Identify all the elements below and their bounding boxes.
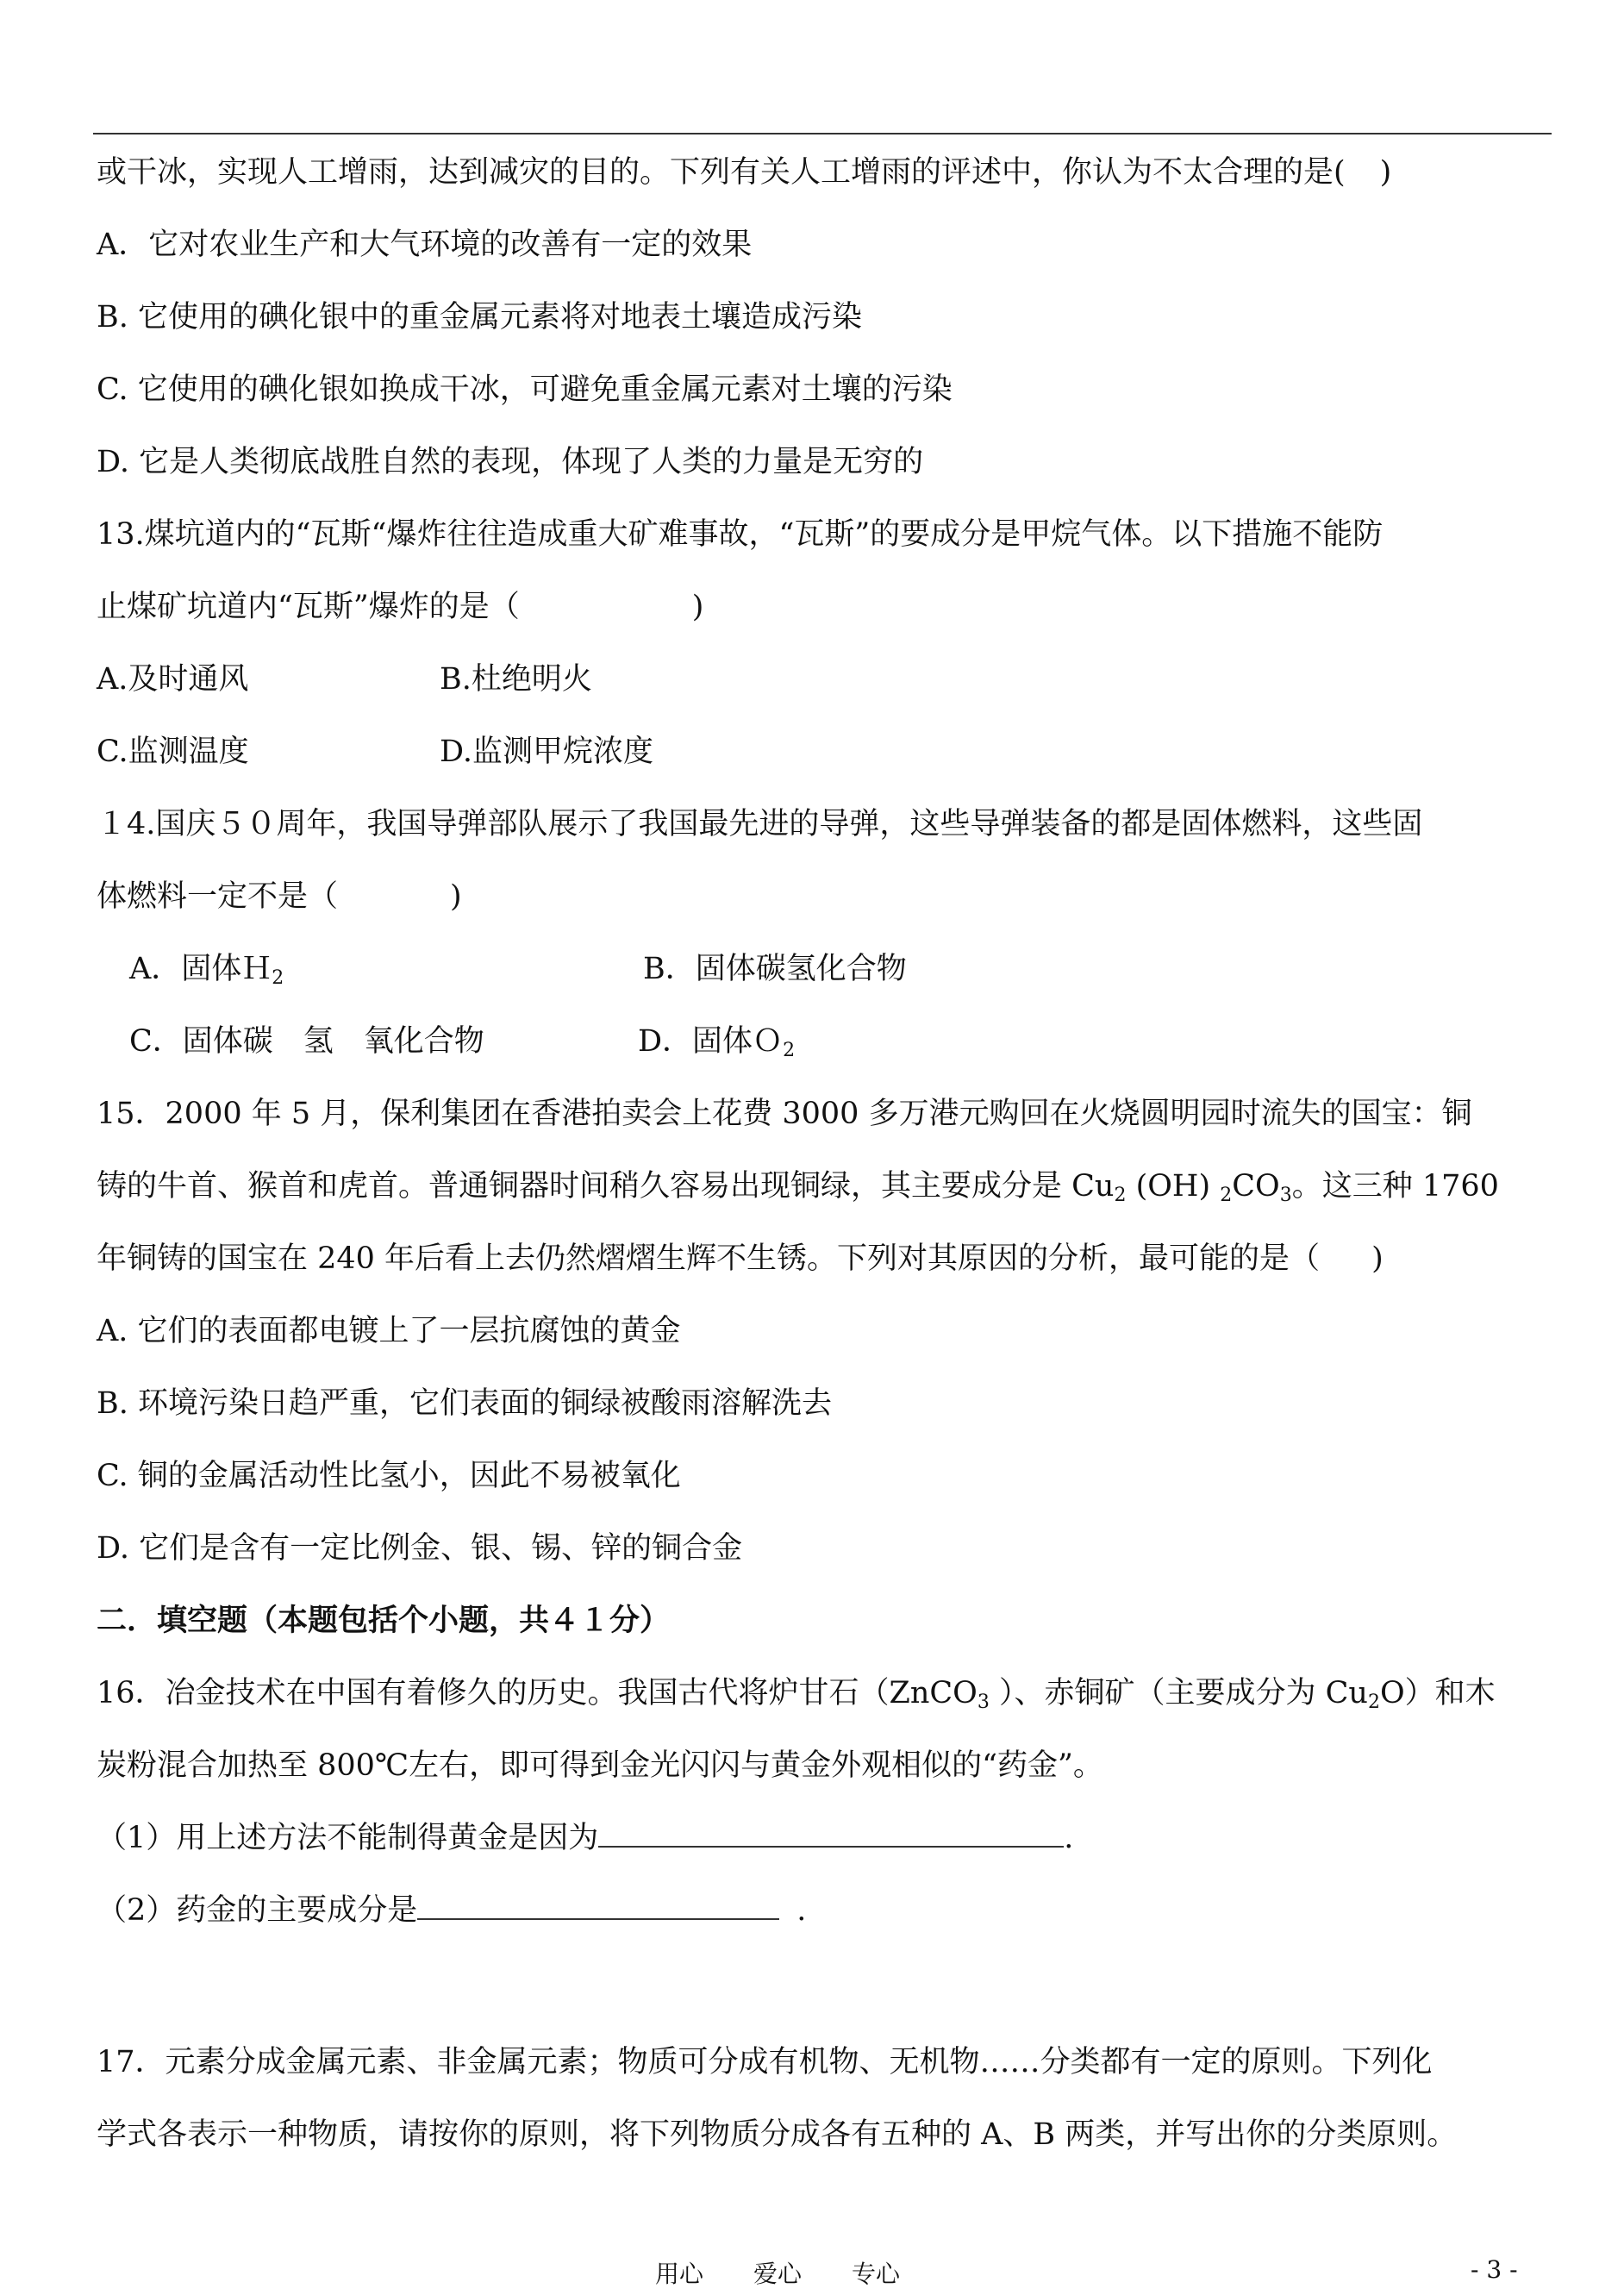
q14-option-d: D．固体Ｏ$_2$ xyxy=(638,1024,796,1061)
footer-item: 爱心 xyxy=(753,2260,803,2288)
q16-stem-line1: 16．冶金技术在中国有着修久的历史。我国古代将炉甘石（ZnCO$_3$ ）、赤铜矿（主要成分为 $Cu_2O$）和木 xyxy=(97,1676,1496,1713)
q12-option-a: A．它对农业生产和大气环境的改善有一定的效果 xyxy=(97,228,753,262)
q15-option-d: D. 它们是含有一定比例金、银、锡、锌的铜合金 xyxy=(97,1531,743,1566)
footer-item: 专心 xyxy=(852,2260,901,2288)
q14-option-c: C．固体碳 氢 氧化合物 xyxy=(129,1024,484,1059)
q12-stem: 或干冰，实现人工增雨，达到减灾的目的。下列有关人工增雨的评述中，你认为不太合理的是( ) xyxy=(97,155,1392,190)
page-number: - 3 - xyxy=(1471,2255,1518,2284)
q14-stem-line2: 体燃料一定不是（ ) xyxy=(97,879,462,914)
q12-option-c: C. 它使用的碘化银如换成干冰，可避免重金属元素对土壤的污染 xyxy=(97,372,953,407)
q14-option-b: B．固体碳氢化合物 xyxy=(643,952,907,986)
q15-stem-line2: 铸的牛首、猴首和虎首。普通铜器时间稍久容易出现铜绿，其主要成分是 $Cu_2$ (OH) $_2CO_3$。这三种 1760 xyxy=(97,1169,1499,1206)
q16-stem-line2: 炭粉混合加热至 800℃左右，即可得到金光闪闪与黄金外观相似的“药金”。 xyxy=(97,1748,1103,1783)
q17-stem-line2: 学式各表示一种物质，请按你的原则，将下列物质分成各有五种的 A、B 两类，并写出你的分类原则。 xyxy=(97,2117,1458,2152)
q13-stem-line1: 13.煤坑道内的“瓦斯“爆炸往往造成重大矿难事故，“瓦斯”的要成分是甲烷气体。以下措施不能防 xyxy=(97,517,1384,552)
header-rule xyxy=(93,133,1552,134)
q15-option-a: A. 它们的表面都电镀上了一层抗腐蚀的黄金 xyxy=(97,1314,681,1348)
q13-option-a: A.及时通风 xyxy=(97,662,249,697)
q13-option-d: D.监测甲烷浓度 xyxy=(440,735,653,769)
q15-stem-line1: 15．2000 年 5 月，保利集团在香港拍卖会上花费 3000 多万港元购回在火烧圆明园时流失的国宝：铜 xyxy=(97,1097,1472,1131)
q14-stem-line1: １4.国庆５０周年，我国导弹部队展示了我国最先进的导弹，这些导弹装备的都是固体燃料，这些固 xyxy=(97,807,1423,841)
footer-item: 用心 xyxy=(655,2260,704,2288)
answer-blank-2[interactable] xyxy=(417,1894,779,1920)
q12-option-d: D. 它是人类彻底战胜自然的表现，体现了人类的力量是无穷的 xyxy=(97,445,924,479)
q16-part2: （2）药金的主要成分是 . xyxy=(97,1893,807,1928)
q17-stem-line1: 17．元素分成金属元素、非金属元素；物质可分成有机物、无机物……分类都有一定的原则。下列化 xyxy=(97,2045,1433,2079)
section-heading: 二．填空题（本题包括个小题，共４１分） xyxy=(97,1603,671,1638)
q16-part1: （1）用上述方法不能制得黄金是因为 . xyxy=(97,1821,1074,1855)
q15-option-b: B. 环境污染日趋严重，它们表面的铜绿被酸雨溶解洗去 xyxy=(97,1386,832,1421)
q14-option-a: A．固体Ｈ$_2$ xyxy=(129,952,284,989)
q13-option-b: B.杜绝明火 xyxy=(440,662,592,697)
q13-option-c: C.监测温度 xyxy=(97,735,249,769)
answer-blank-1[interactable] xyxy=(598,1822,1064,1848)
q12-option-b: B. 它使用的碘化银中的重金属元素将对地表土壤造成污染 xyxy=(97,300,862,335)
footer-motto xyxy=(655,2255,950,2290)
q15-stem-line3: 年铜铸的国宝在 240 年后看上去仍然熠熠生辉不生锈。下列对其原因的分析，最可能的是（ ) xyxy=(97,1241,1384,1276)
q13-stem-line2: 止煤矿坑道内“瓦斯”爆炸的是（ ) xyxy=(97,590,704,624)
q15-option-c: C. 铜的金属活动性比氢小，因此不易被氧化 xyxy=(97,1459,681,1493)
